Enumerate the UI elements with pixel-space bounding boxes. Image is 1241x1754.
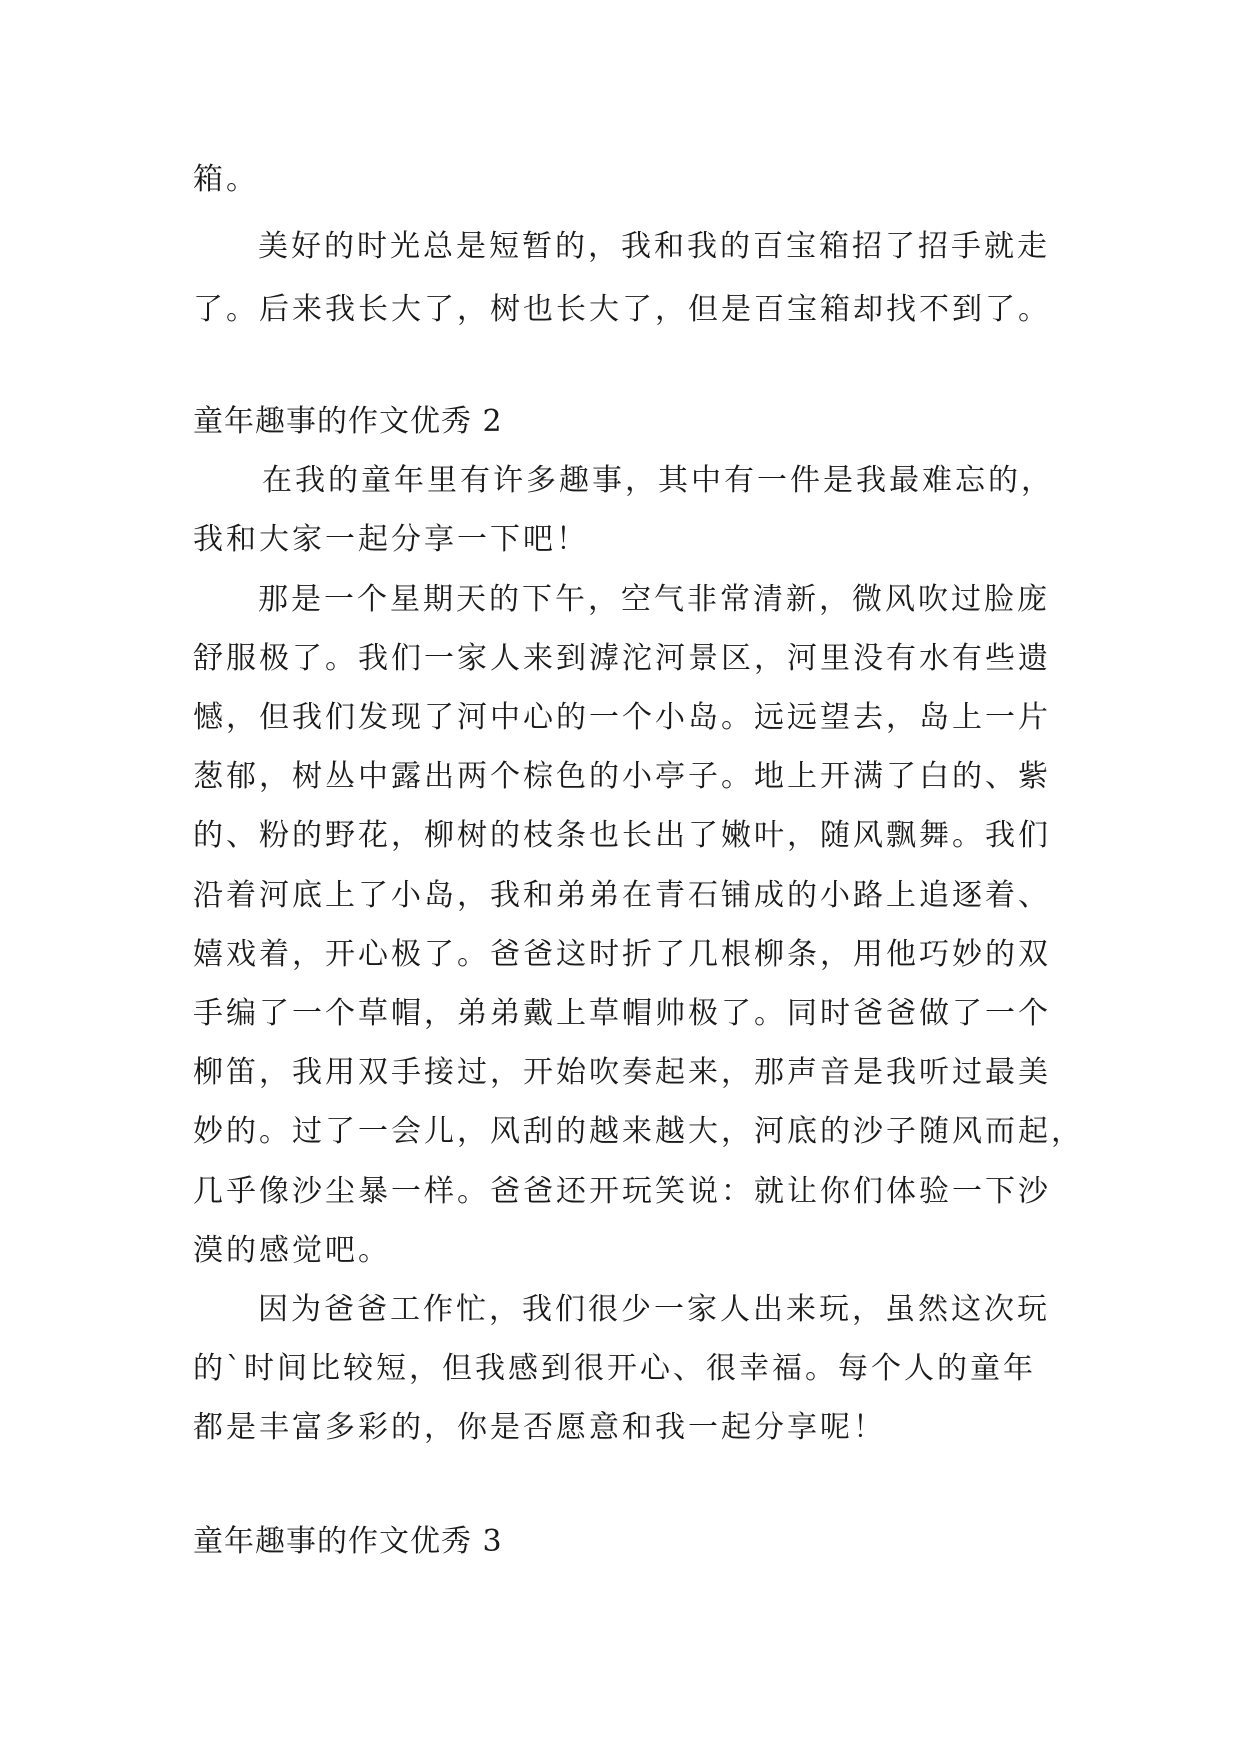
paragraph-line: 箱。 bbox=[193, 162, 259, 197]
paragraph-line: 妙的。过了一会儿，风刮的越来越大，河底的沙子随风而起， bbox=[193, 1114, 1084, 1149]
paragraph-line: 几乎像沙尘暴一样。爸爸还开玩笑说：就让你们体验一下沙 bbox=[193, 1174, 1051, 1209]
paragraph-line: 了。后来我长大了，树也长大了，但是百宝箱却找不到了。 bbox=[193, 292, 1051, 327]
paragraph-line: 因为爸爸工作忙，我们很少一家人出来玩，虽然这次玩 bbox=[258, 1292, 1050, 1327]
section-heading: 童年趣事的作文优秀 3 bbox=[193, 1524, 503, 1559]
paragraph-line: 沿着河底上了小岛，我和弟弟在青石铺成的小路上追逐着、 bbox=[193, 878, 1051, 913]
paragraph-line: 的、粉的野花，柳树的枝条也长出了嫩叶，随风飘舞。我们 bbox=[193, 818, 1051, 853]
paragraph-line: 葱郁，树丛中露出两个棕色的小亭子。地上开满了白的、紫 bbox=[193, 759, 1051, 794]
paragraph-line: 手编了一个草帽，弟弟戴上草帽帅极了。同时爸爸做了一个 bbox=[193, 996, 1051, 1031]
paragraph-line: 那是一个星期天的下午，空气非常清新，微风吹过脸庞 bbox=[258, 582, 1050, 617]
paragraph-line: 我和大家一起分享一下吧！ bbox=[193, 522, 589, 557]
paragraph-line: 的`时间比较短，但我感到很开心、很幸福。每个人的童年 bbox=[193, 1351, 1036, 1386]
paragraph-line: 柳笛，我用双手接过，开始吹奏起来，那声音是我听过最美 bbox=[193, 1055, 1051, 1090]
paragraph-line: 舒服极了。我们一家人来到滹沱河景区，河里没有水有些遗 bbox=[193, 641, 1051, 676]
paragraph-line: 美好的时光总是短暂的，我和我的百宝箱招了招手就走 bbox=[258, 229, 1050, 264]
paragraph-line: 嬉戏着，开心极了。爸爸这时折了几根柳条，用他巧妙的双 bbox=[193, 937, 1051, 972]
paragraph-line: 都是丰富多彩的，你是否愿意和我一起分享呢！ bbox=[193, 1410, 886, 1445]
section-heading: 童年趣事的作文优秀 2 bbox=[193, 404, 503, 439]
paragraph-line: 憾，但我们发现了河中心的一个小岛。远远望去，岛上一片 bbox=[193, 700, 1051, 735]
paragraph-line: 漠的感觉吧。 bbox=[193, 1233, 391, 1268]
paragraph-line: 在我的童年里有许多趣事，其中有一件是我最难忘的， bbox=[262, 463, 1054, 498]
